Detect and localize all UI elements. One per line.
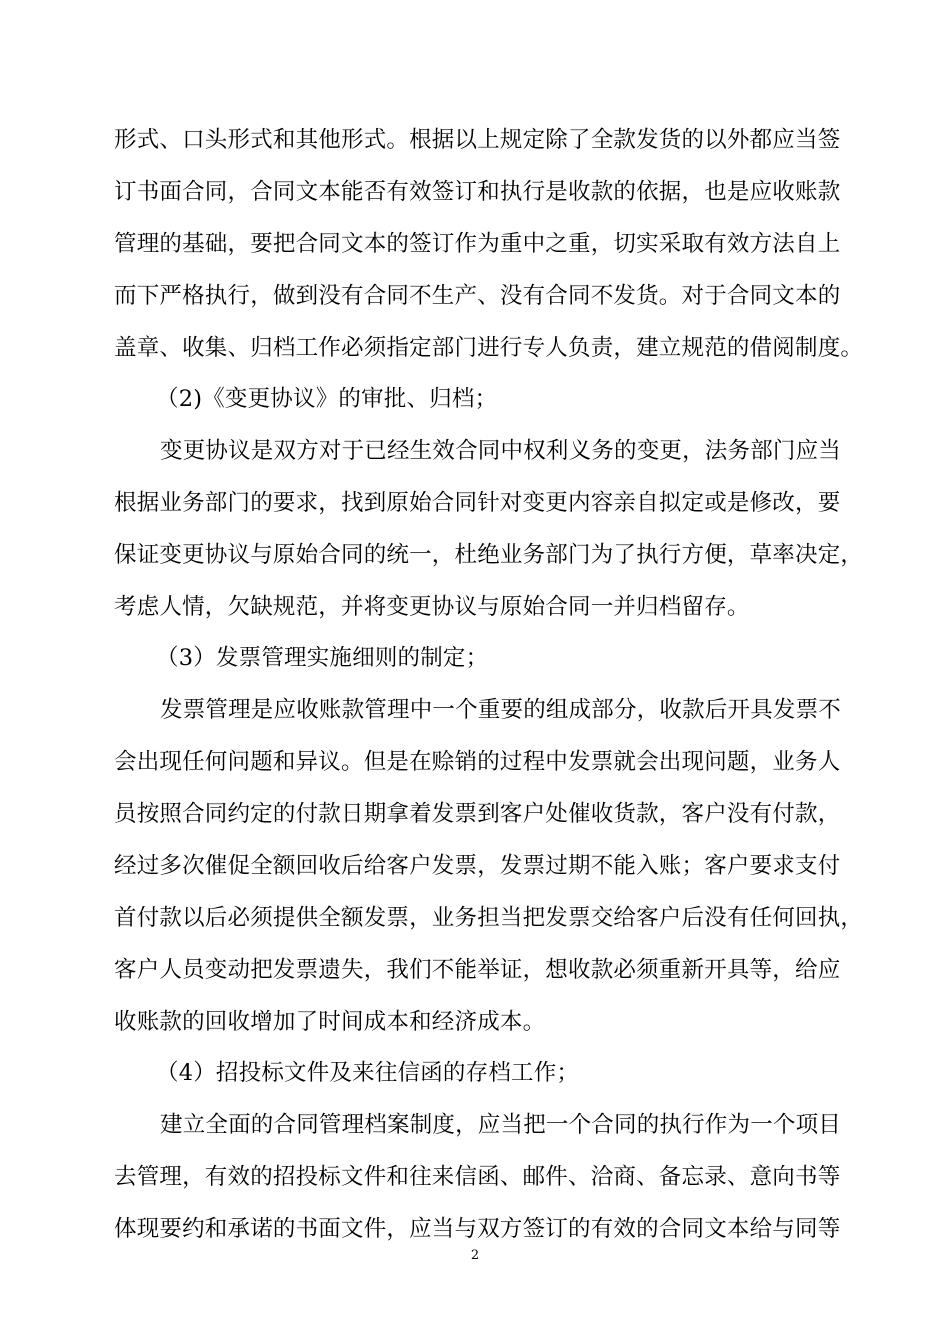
text-line: 盖章、收集、归档工作必须指定部门进行专人负责，建立规范的借阅制度。 [114,335,864,361]
paragraph-first-line: 发票管理是应收账款管理中一个重要的组成部分，收款后开具发票不 [160,697,842,723]
text-line: 经过多次催促全额回收后给客户发票，发票过期不能入账；客户要求支付 [114,853,841,879]
section-heading: （2)《变更协议》的审批、归档； [156,386,498,412]
page-number: 2 [470,1248,480,1263]
text-line: 形式、口头形式和其他形式。根据以上规定除了全款发货的以外都应当签 [114,127,841,153]
text-line: 订书面合同，合同文本能否有效签订和执行是收款的依据，也是应收账款 [114,179,841,205]
text-line: 管理的基础，要把合同文本的签订作为重中之重，切实采取有效方法自上 [114,231,841,257]
text-line: 会出现任何问题和异议。但是在赊销的过程中发票就会出现问题，业务人 [114,749,841,775]
text-line: 而下严格执行，做到没有合同不生产、没有合同不发货。对于合同文本的 [114,283,841,309]
text-line: 收账款的回收增加了时间成本和经济成本。 [114,1009,546,1035]
text-line: 员按照合同约定的付款日期拿着发票到客户处催收货款，客户没有付款， [114,801,841,827]
text-line: 去管理，有效的招投标文件和往来信函、邮件、洽商、备忘录、意向书等 [114,1164,841,1190]
text-line: 考虑人情，欠缺规范，并将变更协议与原始合同一并归档留存。 [114,594,750,620]
paragraph-first-line: 变更协议是双方对于已经生效合同中权利义务的变更，法务部门应当 [160,438,842,464]
text-line: 根据业务部门的要求，找到原始合同针对变更内容亲自拟定或是修改，要 [114,490,841,516]
text-line: 首付款以后必须提供全额发票，业务担当把发票交给客户后没有任何回执， [114,905,864,931]
section-heading: （4）招投标文件及来往信函的存档工作； [156,1060,580,1086]
text-line: 体现要约和承诺的书面文件，应当与双方签订的有效的合同文本给与同等 [114,1216,841,1242]
text-line: 保证变更协议与原始合同的统一，杜绝业务部门为了执行方便，草率决定， [114,542,864,568]
paragraph-first-line: 建立全面的合同管理档案制度，应当把一个合同的执行作为一个项目 [160,1112,842,1138]
text-line: 客户人员变动把发票遗失，我们不能举证，想收款必须重新开具等，给应 [114,957,841,983]
section-heading: （3）发票管理实施细则的制定； [156,645,489,671]
